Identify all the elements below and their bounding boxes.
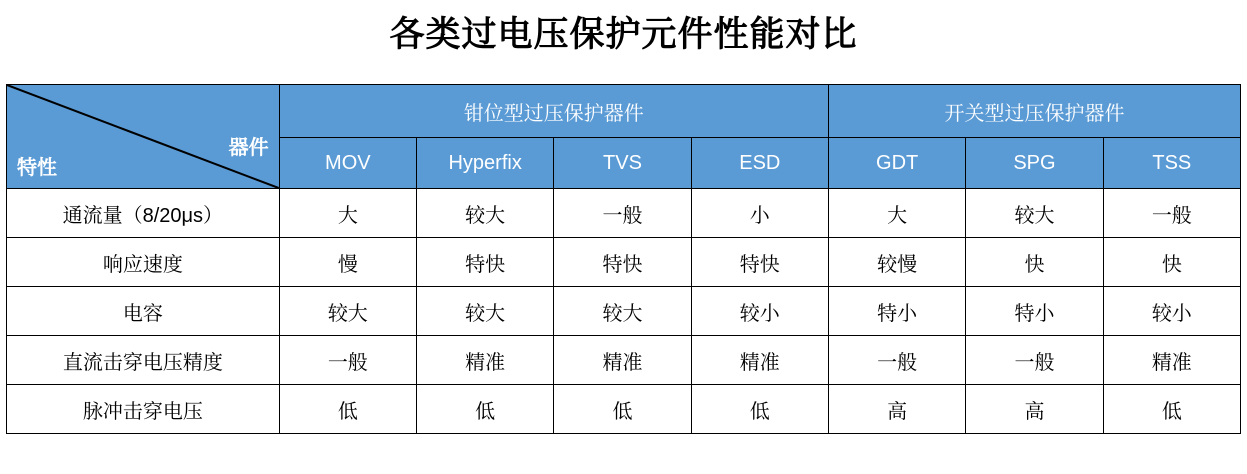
cell-r1-c2: 特快	[554, 238, 691, 287]
corner-feature-label: 特性	[17, 157, 57, 179]
row-label-dc-breakdown-accuracy: 直流击穿电压精度	[7, 336, 280, 385]
cell-r3-c6: 精准	[1103, 336, 1240, 385]
cell-r4-c5: 高	[966, 385, 1103, 434]
table-row	[7, 189, 1241, 238]
cell-r1-c5: 快	[966, 238, 1103, 287]
row-label-capacitance: 电容	[7, 287, 280, 336]
cell-r0-c4: 大	[828, 189, 965, 238]
corner-device-label: 器件	[228, 137, 269, 159]
cell-r3-c5: 一般	[966, 336, 1103, 385]
group-header-row	[7, 85, 1241, 138]
cell-r4-c3: 低	[691, 385, 828, 434]
cell-r2-c6: 较小	[1103, 287, 1240, 336]
row-label-pulse-breakdown-voltage: 脉冲击穿电压	[7, 385, 280, 434]
cell-r1-c4: 较慢	[828, 238, 965, 287]
device-header-spg: SPG	[966, 138, 1103, 189]
cell-r1-c1: 特快	[416, 238, 553, 287]
page-title: 各类过电压保护元件性能对比	[389, 15, 858, 54]
table-row	[7, 336, 1241, 385]
cell-r0-c2: 一般	[554, 189, 691, 238]
row-label-response-speed: 响应速度	[7, 238, 280, 287]
cell-r1-c3: 特快	[691, 238, 828, 287]
device-header-tss: TSS	[1103, 138, 1240, 189]
cell-r2-c3: 较小	[691, 287, 828, 336]
cell-r3-c2: 精准	[554, 336, 691, 385]
cell-r4-c2: 低	[554, 385, 691, 434]
cell-r3-c1: 精准	[416, 336, 553, 385]
cell-r2-c0: 较大	[279, 287, 416, 336]
group-header-clamping: 钳位型过压保护器件	[279, 85, 828, 138]
cell-r0-c6: 一般	[1103, 189, 1240, 238]
cell-r4-c0: 低	[279, 385, 416, 434]
table-row	[7, 287, 1241, 336]
cell-r1-c0: 慢	[279, 238, 416, 287]
table-body	[7, 189, 1241, 434]
cell-r0-c1: 较大	[416, 189, 553, 238]
device-header-tvs: TVS	[554, 138, 691, 189]
device-header-esd: ESD	[691, 138, 828, 189]
group-header-switching: 开关型过压保护器件	[828, 85, 1240, 138]
device-header-mov: MOV	[279, 138, 416, 189]
cell-r4-c4: 高	[828, 385, 965, 434]
cell-r2-c2: 较大	[554, 287, 691, 336]
table-row	[7, 238, 1241, 287]
cell-r3-c3: 精准	[691, 336, 828, 385]
cell-r2-c5: 特小	[966, 287, 1103, 336]
corner-header-cell	[7, 85, 280, 189]
cell-r3-c0: 一般	[279, 336, 416, 385]
table-row	[7, 385, 1241, 434]
device-header-gdt: GDT	[828, 138, 965, 189]
comparison-table	[6, 84, 1241, 434]
cell-r2-c4: 特小	[828, 287, 965, 336]
cell-r4-c1: 低	[416, 385, 553, 434]
device-header-hyperfix: Hyperfix	[416, 138, 553, 189]
table-head	[7, 85, 1241, 189]
row-label-current-capacity: 通流量（8/20μs）	[7, 189, 280, 238]
cell-r0-c5: 较大	[966, 189, 1103, 238]
cell-r2-c1: 较大	[416, 287, 553, 336]
cell-r1-c6: 快	[1103, 238, 1240, 287]
cell-r0-c0: 大	[279, 189, 416, 238]
cell-r3-c4: 一般	[828, 336, 965, 385]
cell-r4-c6: 低	[1103, 385, 1240, 434]
cell-r0-c3: 小	[691, 189, 828, 238]
